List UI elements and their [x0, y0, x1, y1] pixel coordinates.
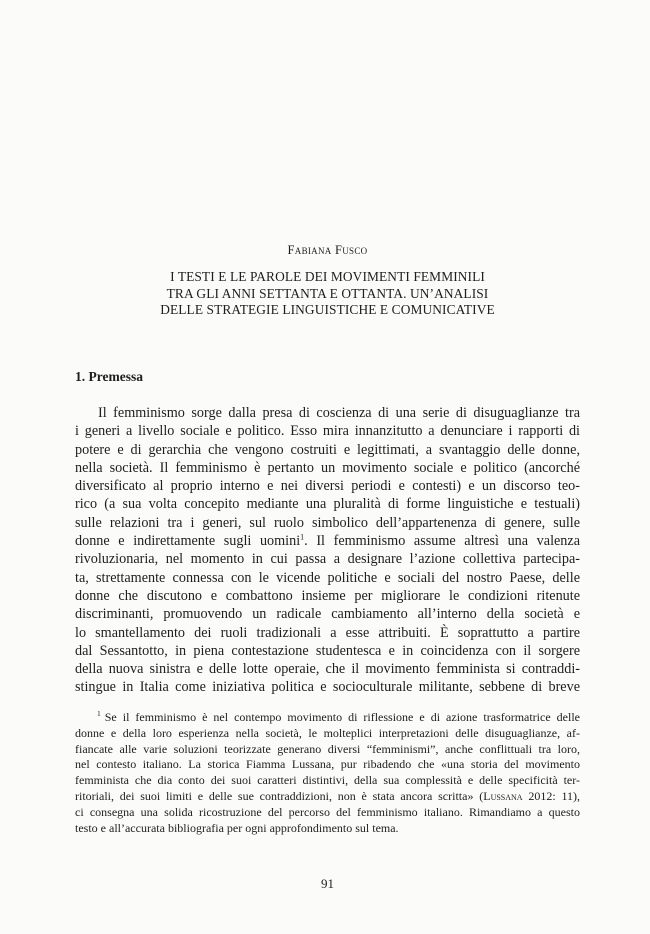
body-line: lo smantellamento dei ruoli tradizionali a esse attribuiti. È soprattutto a partire — [75, 624, 580, 641]
footnote-text: 2012: 11), — [522, 788, 581, 803]
body-line: sulle relazioni tra i generi, sul ruolo simbolico dell’appartenenza di genere, sulle — [75, 514, 580, 531]
author-name: Fabiana Fusco — [287, 243, 368, 257]
footnote-line: nel contesto italiano. La storica Fiamma Lussana, pur ribadendo che «una storia del movimento — [75, 757, 580, 772]
title-line: DELLE STRATEGIE LINGUISTICHE E COMUNICATIVE — [160, 302, 495, 317]
footnote-line — [75, 789, 580, 805]
footnote-line: fiancate alle varie soluzioni teorizzate generano diversi “femminismi”, anche conflittuali tra loro, — [75, 741, 580, 756]
body-line-part: . Il femminismo assume altresì una valenza — [304, 533, 580, 550]
footnote-line: ci consegna una solida ricostruzione del percorso del femminismo italiano. Rimandiamo a questo — [75, 804, 580, 819]
body-line: i generi a livello sociale e politico. Esso mira innanzitutto a denunciare i rapporti di — [75, 423, 580, 440]
footnote — [75, 710, 580, 836]
body-line-part: donne e indirettamente sugli uomini — [75, 533, 301, 550]
section-heading: 1. Premessa — [75, 369, 143, 384]
body-line: diversificato al proprio interno e nei diversi periodi e contesti) e un discorso teo- — [75, 478, 580, 495]
body-line: dal Sessantotto, in piena contestazione studentesca e in coincidenza con il sorgere — [75, 642, 580, 659]
article-title — [75, 269, 580, 319]
footnote-line: femminista che dia conto dei suoi caratteri distintivi, della sua complessità e delle specificità ter- — [75, 773, 580, 788]
title-line: I TESTI E LE PAROLE DEI MOVIMENTI FEMMINILI — [170, 269, 485, 284]
body-line: stingue in Italia come iniziativa politica e socioculturale militante, sebbene di breve — [75, 679, 580, 696]
footnote-line: testo e all’accurata bibliografia per ogni approfondimento sul tema. — [75, 820, 399, 835]
body-line: rivoluzionaria, nel momento in cui passa a designare l’azione collettiva partecipa- — [75, 551, 580, 568]
footnote-reference[interactable]: 1 — [300, 532, 305, 542]
body-line: potere e di gerarchia che vengono costruiti e legittimati, a svantaggio delle donne, — [75, 441, 580, 458]
page — [75, 0, 580, 934]
footnote-number: 1 — [97, 709, 101, 718]
body-line: della nuova sinistra e delle lotte operaie, che il movimento femminista si contraddi- — [75, 661, 580, 678]
body-line: discriminanti, promuovendo un radicale cambiamento all’interno della società e — [75, 606, 580, 623]
footnote-text: ritoriali, dei suoi limiti e delle sue contraddizioni, non è stata ancora scritta» ( — [75, 788, 484, 803]
footnote-line: donne e della loro esperienza nella società, le molteplici interpretazioni delle disuguaglianze, af- — [75, 725, 580, 740]
body-line: donne che discutono e combattono insieme per migliorare le condizioni ritenute — [75, 587, 580, 604]
body-line: ta, strettamente connessa con le vicende politiche e sociali del nostro Paese, delle — [75, 569, 580, 586]
body-line — [75, 532, 580, 550]
body-line: nella società. Il femminismo è pertanto un movimento sociale e politico (ancorché — [75, 459, 580, 476]
body-line: Il femminismo sorge dalla presa di coscienza di una serie di disuguaglianze tra — [98, 405, 580, 421]
title-line: TRA GLI ANNI SETTANTA E OTTANTA. UN’ANALISI — [166, 285, 489, 301]
body-paragraph — [75, 404, 580, 697]
page-number: 91 — [321, 876, 334, 891]
footnote-text: Se il femminismo è nel contempo movimento di riflessione e di azione trasformatrice delle — [104, 710, 580, 724]
footnote-line — [75, 710, 580, 726]
citation-author: Lussana — [483, 788, 523, 803]
body-line: rico (a sua volta concepito mediante una pluralità di forme linguistiche e testuali) — [75, 496, 580, 513]
